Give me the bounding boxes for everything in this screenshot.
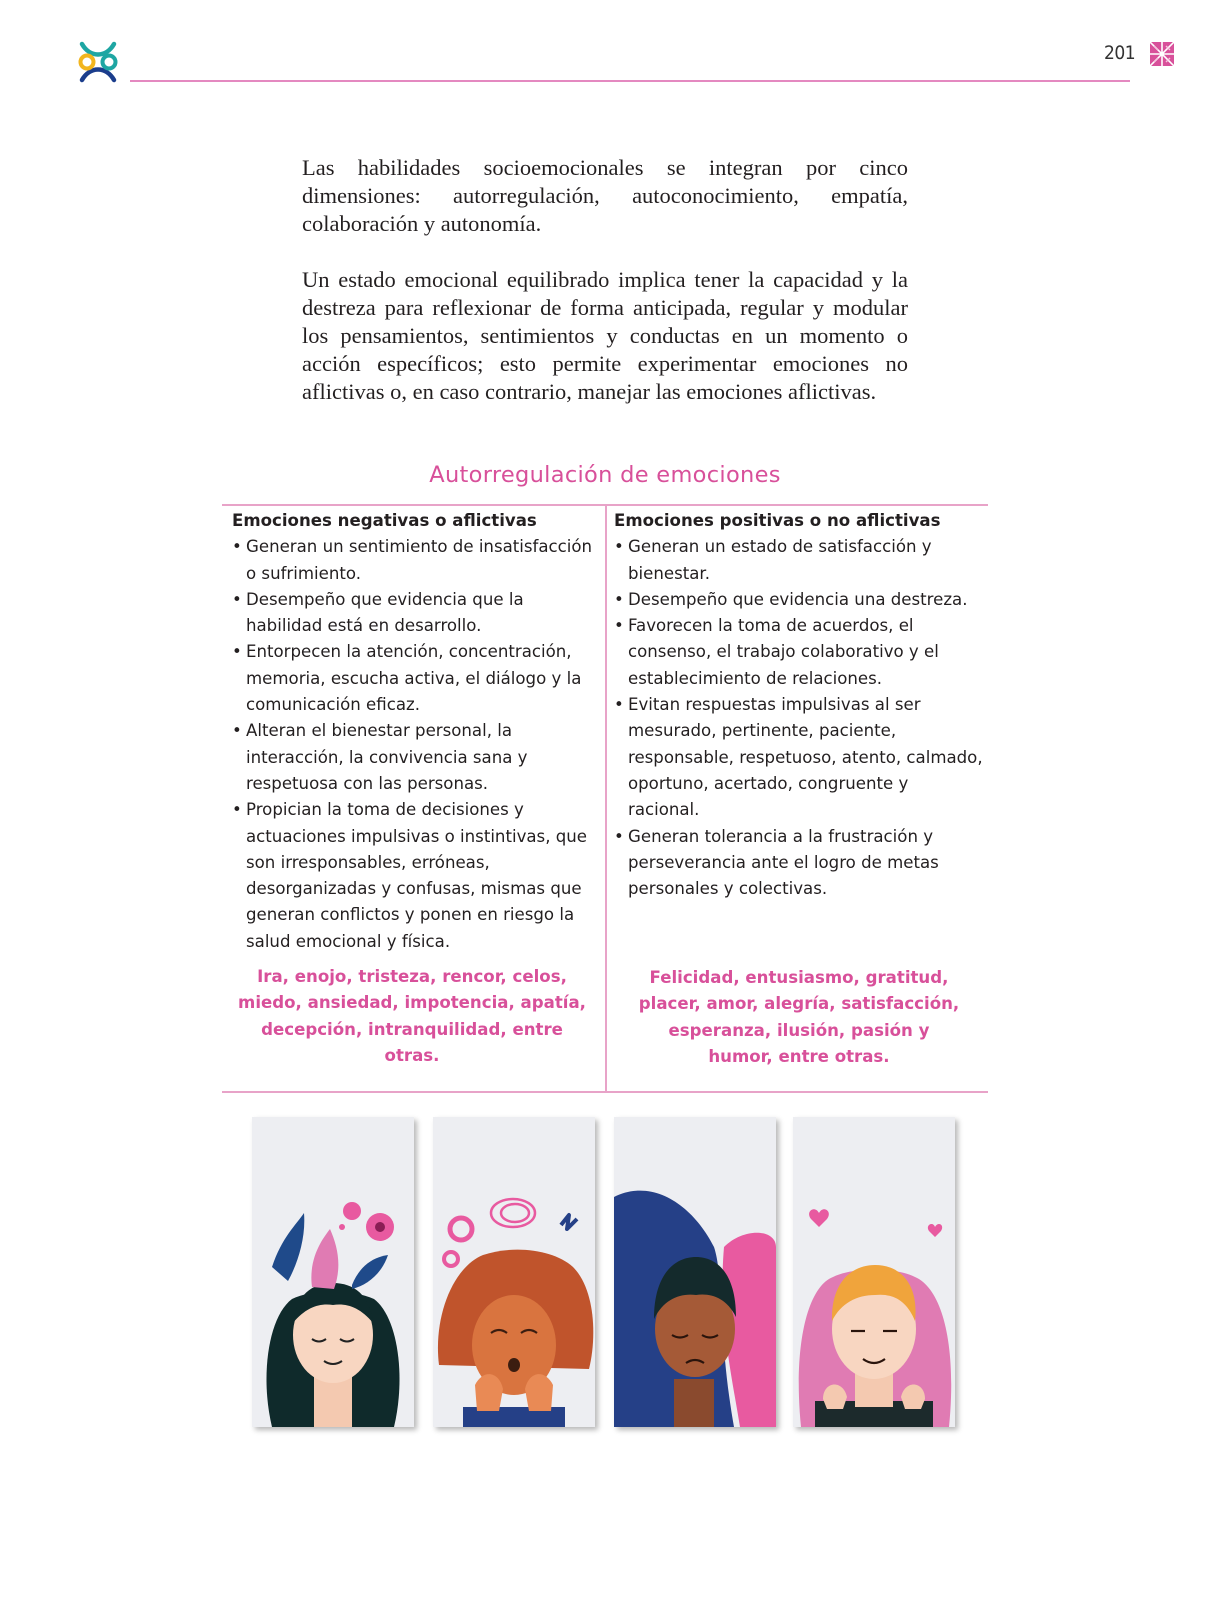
table-bottom-rule <box>222 1091 988 1093</box>
list-item: • Evitan respuestas impulsivas al ser mesurado, pertinente, paciente, responsable, respetuoso, atento, calmado, oportuno, acertado, congruente y racional. <box>614 692 984 823</box>
negative-emotions-column <box>232 508 602 955</box>
positive-emotions-examples: Felicidad, entusiasmo, gratitud, placer, amor, alegría, satisfacción, esperanza, ilusión, pasión y humor, entre otras. <box>638 968 960 1066</box>
table-column-divider <box>605 505 607 1091</box>
sad-man-illustration <box>614 1117 776 1427</box>
list-item: • Propician la toma de decisiones y actuaciones impulsivas o instintivas, que son irresponsables, erróneas, desorganizadas y confusas, mismas que generan conflictos y ponen en riesgo la salud emocional y física. <box>232 797 602 955</box>
list-item: • Desempeño que evidencia que la habilidad está en desarrollo. <box>232 587 602 640</box>
decorative-pattern-icon <box>1150 42 1174 66</box>
page-number: 201 <box>1104 42 1136 64</box>
anxious-woman-illustration <box>433 1117 595 1427</box>
positive-emotions-list <box>614 534 984 902</box>
program-logo-icon <box>76 40 120 84</box>
positive-emotions-column <box>614 508 984 902</box>
negative-emotions-examples: Ira, enojo, tristeza, rencor, celos, miedo, ansiedad, impotencia, apatía, decepción, intranquilidad, entre otras. <box>238 967 586 1065</box>
list-item: • Generan un estado de satisfacción y bienestar. <box>614 534 984 587</box>
list-item: • Favorecen la toma de acuerdos, el consenso, el trabajo colaborativo y el establecimiento de relaciones. <box>614 613 984 692</box>
table-title: Autorregulación de emociones <box>429 462 781 488</box>
positive-emotions-heading: Emociones positivas o no aflictivas <box>614 511 941 530</box>
negative-emotions-list <box>232 534 602 955</box>
intro-paragraph-1: Las habilidades socioemocionales se integran por cinco dimensiones: autorregulación, autoconocimiento, empatía, colaboración y autonomía. <box>302 155 908 236</box>
list-item: • Generan un sentimiento de insatisfacción o sufrimiento. <box>232 534 602 587</box>
list-item: • Desempeño que evidencia una destreza. <box>614 587 984 613</box>
happy-boy-with-hearts-illustration <box>793 1117 955 1427</box>
calm-woman-with-flowers-illustration <box>252 1117 414 1427</box>
list-item: • Generan tolerancia a la frustración y perseverancia ante el logro de metas personales y colectivas. <box>614 824 984 903</box>
list-item: • Entorpecen la atención, concentración, memoria, escucha activa, el diálogo y la comunicación eficaz. <box>232 639 602 718</box>
list-item: • Alteran el bienestar personal, la interacción, la convivencia sana y respetuosa con las personas. <box>232 718 602 797</box>
header-rule <box>130 80 1130 82</box>
intro-paragraph-2: Un estado emocional equilibrado implica tener la capacidad y la destreza para reflexionar de forma anticipada, regular y modular los pensamientos, sentimientos y conductas en un momento o acción específicos; esto permite experimentar emociones no aflictivas o, en caso contrario, manejar las emociones aflictivas. <box>302 267 908 404</box>
negative-emotions-heading: Emociones negativas o aflictivas <box>232 511 537 530</box>
